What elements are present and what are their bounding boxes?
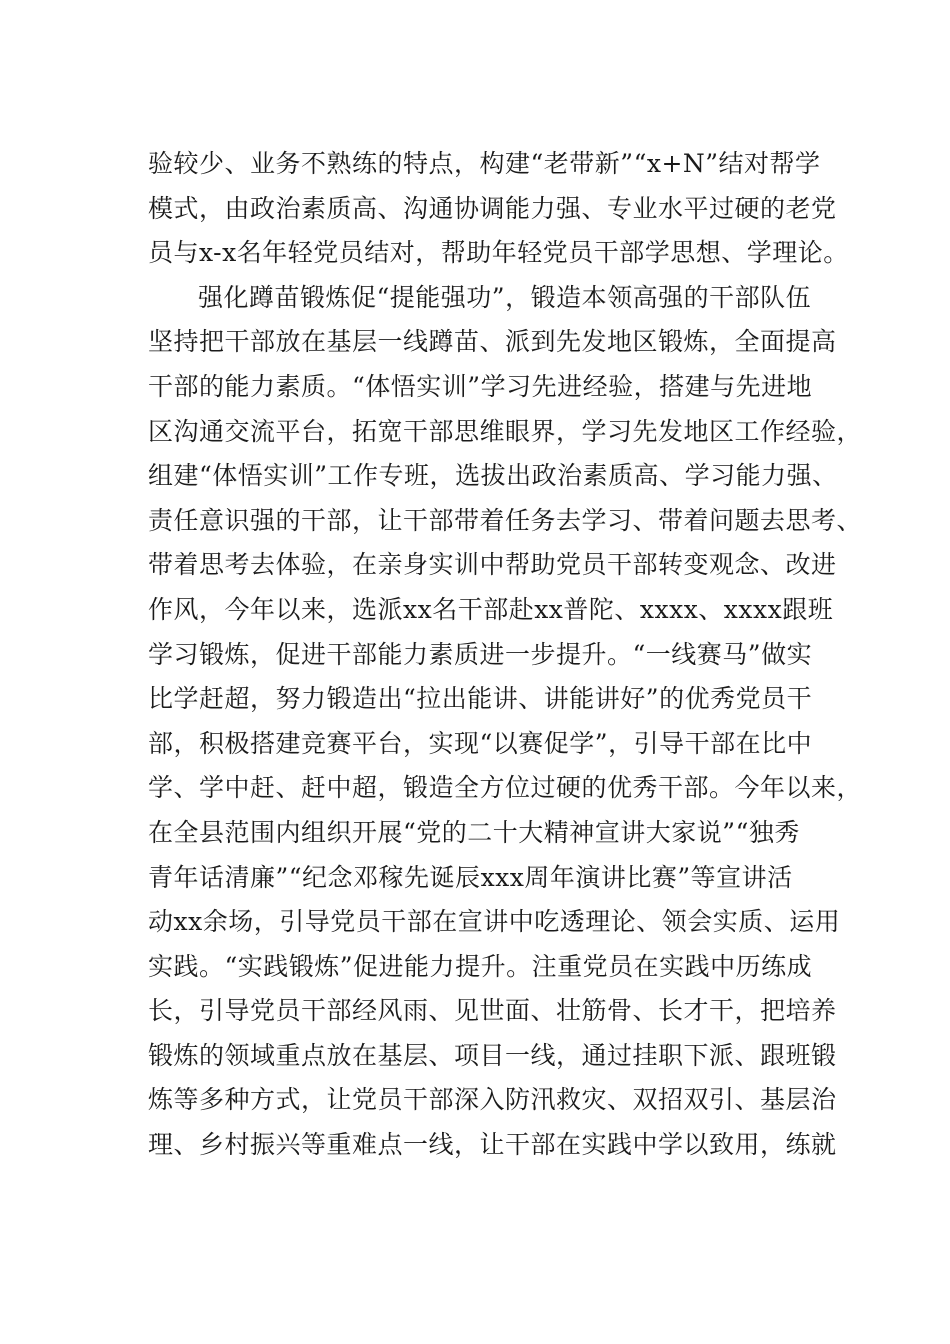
text-line: 干部的能力素质。“体悟实训”学习先进经验，搭建与先进地	[148, 371, 813, 401]
text-line: 带着思考去体验，在亲身实训中帮助党员干部转变观念、改进	[148, 550, 837, 580]
text-line: 组建“体悟实训”工作专班，选拔出政治素质高、学习能力强、	[148, 461, 838, 491]
text-line: 锻炼的领域重点放在基层、项目一线，通过挂职下派、跟班锻	[148, 1040, 837, 1070]
text-line: 责任意识强的干部，让干部带着任务去学习、带着问题去思考、	[148, 505, 863, 535]
text-line: 验较少、业务不熟练的特点，构建“老带新”“x+N”结对帮学	[148, 149, 821, 178]
text-line: 炼等多种方式，让党员干部深入防汛救灾、双招双引、基层治	[148, 1085, 837, 1115]
text-line: 学、学中赶、赶中超，锻造全方位过硬的优秀干部。今年以来，	[148, 773, 863, 803]
body-text	[148, 142, 863, 1168]
section-heading: 强化蹲苗锻炼促“提能强功”，锻造本领高强的干部队伍	[198, 282, 812, 312]
text-line: 坚持把干部放在基层一线蹲苗、派到先发地区锻炼，全面提高	[148, 327, 837, 357]
text-line: 青年话清廉”“纪念邓稼先诞辰xxx周年演讲比赛”等宣讲活	[148, 862, 793, 892]
text-line: 区沟通交流平台，拓宽干部思维眼界，学习先发地区工作经验，	[148, 416, 863, 446]
text-line: 模式，由政治素质高、沟通协调能力强、专业水平过硬的老党	[148, 193, 837, 223]
text-line: 比学赶超，努力锻造出“拉出能讲、讲能讲好”的优秀党员干	[148, 684, 813, 714]
text-line: 员与x-x名年轻党员结对，帮助年轻党员干部学思想、学理论。	[148, 238, 849, 268]
text-line: 理、乡村振兴等重难点一线，让干部在实践中学以致用，练就	[148, 1130, 837, 1160]
text-line: 在全县范围内组织开展“党的二十大精神宣讲大家说”“独秀	[148, 817, 800, 847]
text-line: 作风，今年以来，选派xx名干部赴xx普陀、xxxx、xxxx跟班	[148, 594, 834, 624]
text-line: 长，引导党员干部经风雨、见世面、壮筋骨、长才干，把培养	[148, 996, 837, 1026]
text-line: 部，积极搭建竞赛平台，实现“以赛促学”，引导干部在比中	[148, 728, 813, 758]
text-line: 动xx余场，引导党员干部在宣讲中吃透理论、领会实质、运用	[148, 907, 841, 937]
text-line: 学习锻炼，促进干部能力素质进一步提升。“一线赛马”做实	[148, 639, 813, 669]
text-line: 实践。“实践锻炼”促进能力提升。注重党员在实践中历练成	[148, 951, 813, 981]
